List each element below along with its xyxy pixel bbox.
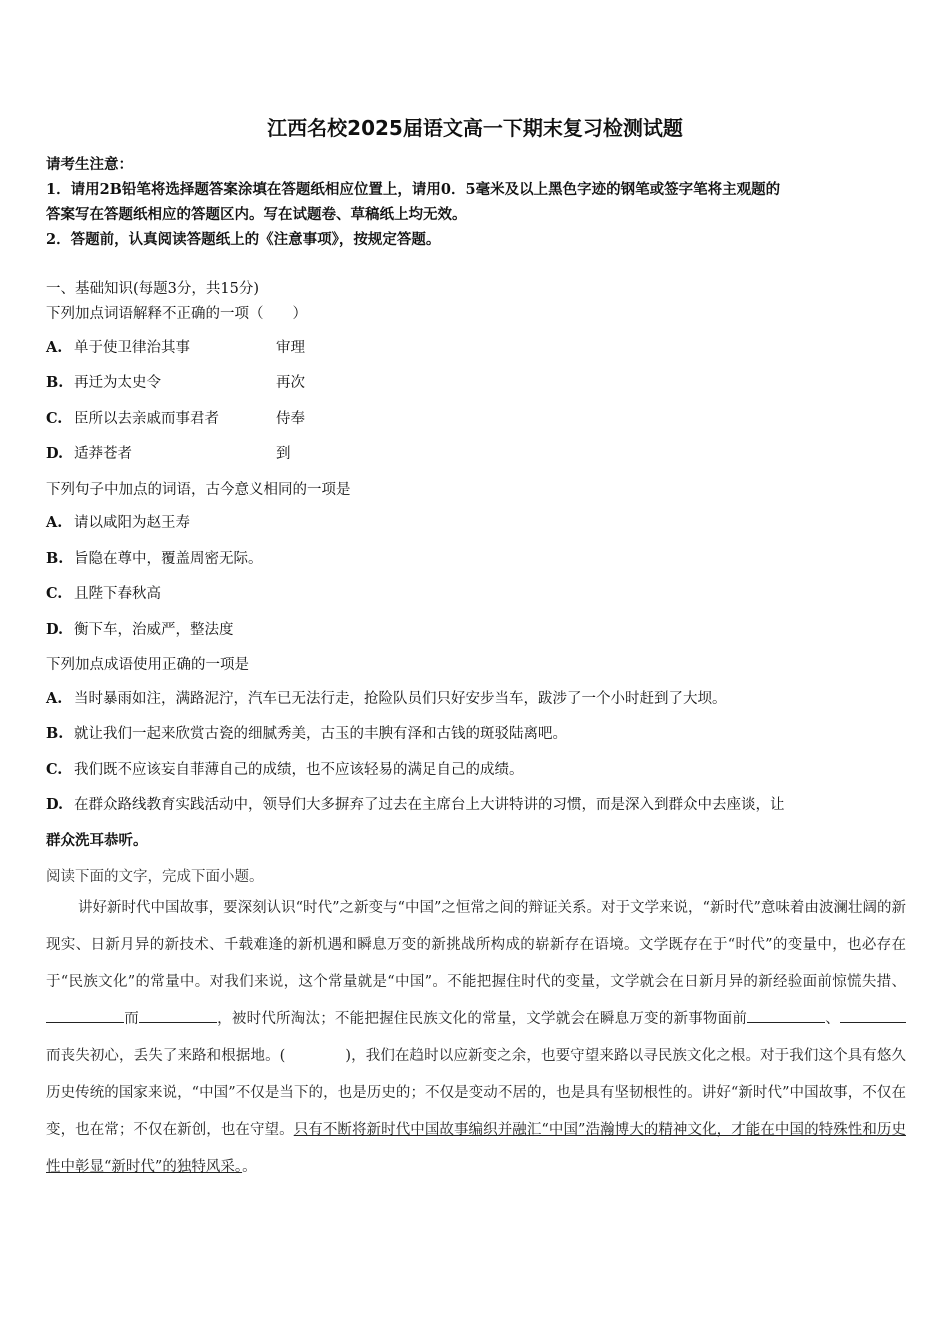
question-2-stem: 下列句子中加点的词语，古今意义相同的一项是: [46, 482, 351, 498]
passage-part-4: 、: [825, 1011, 841, 1027]
q2-option-b[interactable]: [46, 547, 263, 568]
q1-option-a[interactable]: [46, 336, 190, 357]
underlined-sentence: 只有不断将新时代中国故事编织并融汇“中国”浩瀚博大的精神文化，才能在中国的特殊性和历史性中彰显“新时代”的独特风采。: [46, 1122, 906, 1175]
q3-option-c[interactable]: [46, 758, 524, 779]
q3-option-d-continued: 群众洗耳恭听。: [46, 832, 148, 849]
q3-option-d[interactable]: [46, 793, 785, 814]
option-text: 单于使卫律治其事: [74, 340, 190, 356]
notice-heading: 请考生注意：: [46, 156, 133, 173]
q1-option-a-answer: 审理: [276, 340, 305, 356]
option-letter: C.: [46, 761, 63, 778]
page-title: 江西名校2025届语文高一下期末复习检测试题: [267, 116, 683, 140]
option-letter: A.: [46, 690, 63, 707]
q1-option-c-answer: 侍奉: [276, 411, 305, 427]
question-1-stem: 下列加点词语解释不正确的一项（ ）: [46, 306, 307, 322]
option-letter: B.: [46, 725, 64, 742]
q1-option-b-answer: 再次: [276, 375, 305, 391]
passage-part-3: ，被时代所淘汰；不能把握住民族文化的常量，文学就会在瞬息万变的新事物面前: [216, 1011, 748, 1027]
option-text: 我们既不应该妄自菲薄自己的成绩，也不应该轻易的满足自己的成绩。: [74, 762, 524, 778]
option-letter: B.: [46, 550, 64, 567]
q2-option-a[interactable]: [46, 511, 190, 532]
notice-line-1b: 答案写在答题纸相应的答题区内。写在试题卷、草稿纸上均无效。: [46, 206, 467, 223]
passage-part-7: 。: [242, 1159, 257, 1175]
option-text: 再迁为太史令: [74, 375, 161, 391]
option-text: 适莽苍者: [74, 446, 132, 462]
option-letter: D.: [46, 796, 64, 813]
q3-option-b[interactable]: [46, 722, 567, 743]
option-text: 在群众路线教育实践活动中，领导们大多摒弃了过去在主席台上大讲特讲的习惯，而是深入到群众中去座谈，让: [74, 797, 785, 813]
section-heading: 一、基础知识(每题3分，共15分): [46, 281, 259, 297]
option-text: 旨隐在尊中，覆盖周密无际。: [74, 551, 263, 567]
q1-option-c[interactable]: [46, 407, 219, 428]
option-letter: C.: [46, 585, 63, 602]
passage-part-6: )，我们在趋时以应新变之余，也要守望来路以寻民族文化之根。对于我们这个具有悠久历史传统的国家来说，“中国”不仅是当下的，也是历史的；不仅是变动不居的，也是具有坚韧根性的。讲好“新时代”中国故事，不仅在变，也在常；不仅在新创，也在守望。: [46, 1048, 906, 1138]
passage-part-1: 讲好新时代中国故事，要深刻认识“时代”之新变与“中国”之恒常之间的辩证关系。对于文学来说，“新时代”意味着由波澜壮阔的新现实、日新月异的新技术、千载难逢的新机遇和瞬息万变的新挑战所构成的崭新存在语境。文学既存在于“时代”的变量中，也必存在于“民族文化”的常量中。对我们来说，这个常量就是“中国”。不能把握住时代的变量，文学就会在日新月异的新经验面前惊慌失措、: [46, 900, 906, 990]
option-text: 当时暴雨如注，满路泥泞，汽车已无法行走，抢险队员们只好安步当车，跋涉了一个小时赶到了大坝。: [74, 691, 727, 707]
question-3-stem: 下列加点成语使用正确的一项是: [46, 657, 249, 673]
option-text: 且陛下春秋高: [74, 586, 161, 602]
option-letter: A.: [46, 339, 63, 356]
option-letter: D.: [46, 445, 64, 462]
fill-blank-2[interactable]: [139, 1010, 217, 1023]
option-letter: A.: [46, 514, 63, 531]
fill-blank-3[interactable]: [747, 1010, 825, 1023]
option-letter: B.: [46, 374, 64, 391]
reading-instruction: 阅读下面的文字，完成下面小题。: [46, 869, 264, 885]
option-text: 衡下车，治威严，整法度: [74, 622, 234, 638]
option-text: 就让我们一起来欣赏古瓷的细腻秀美，古玉的丰腴有泽和古钱的斑驳陆离吧。: [74, 726, 567, 742]
q2-option-c[interactable]: [46, 582, 161, 603]
fill-blank-4[interactable]: [840, 1010, 906, 1023]
notice-line-1a: 1．请用2B铅笔将选择题答案涂填在答题纸相应位置上，请用0．5毫米及以上黑色字迹的钢笔或签字笔将主观题的: [46, 181, 781, 198]
option-letter: C.: [46, 410, 63, 427]
q3-option-a[interactable]: [46, 687, 727, 708]
q2-option-d[interactable]: [46, 618, 234, 639]
option-text: 臣所以去亲戚而事君者: [74, 411, 219, 427]
q1-option-d[interactable]: [46, 442, 132, 463]
reading-passage: [46, 890, 906, 1186]
passage-part-2: 而: [124, 1011, 139, 1027]
fill-blank-1[interactable]: [46, 1010, 124, 1023]
passage-part-5: 而丧失初心，丢失了来路和根据地。(: [46, 1048, 286, 1064]
q1-option-d-answer: 到: [276, 446, 291, 462]
q1-option-b[interactable]: [46, 371, 161, 392]
option-letter: D.: [46, 621, 64, 638]
option-text: 请以咸阳为赵王寿: [74, 515, 190, 531]
notice-line-2: 2．答题前，认真阅读答题纸上的《注意事项》，按规定答题。: [46, 231, 441, 248]
